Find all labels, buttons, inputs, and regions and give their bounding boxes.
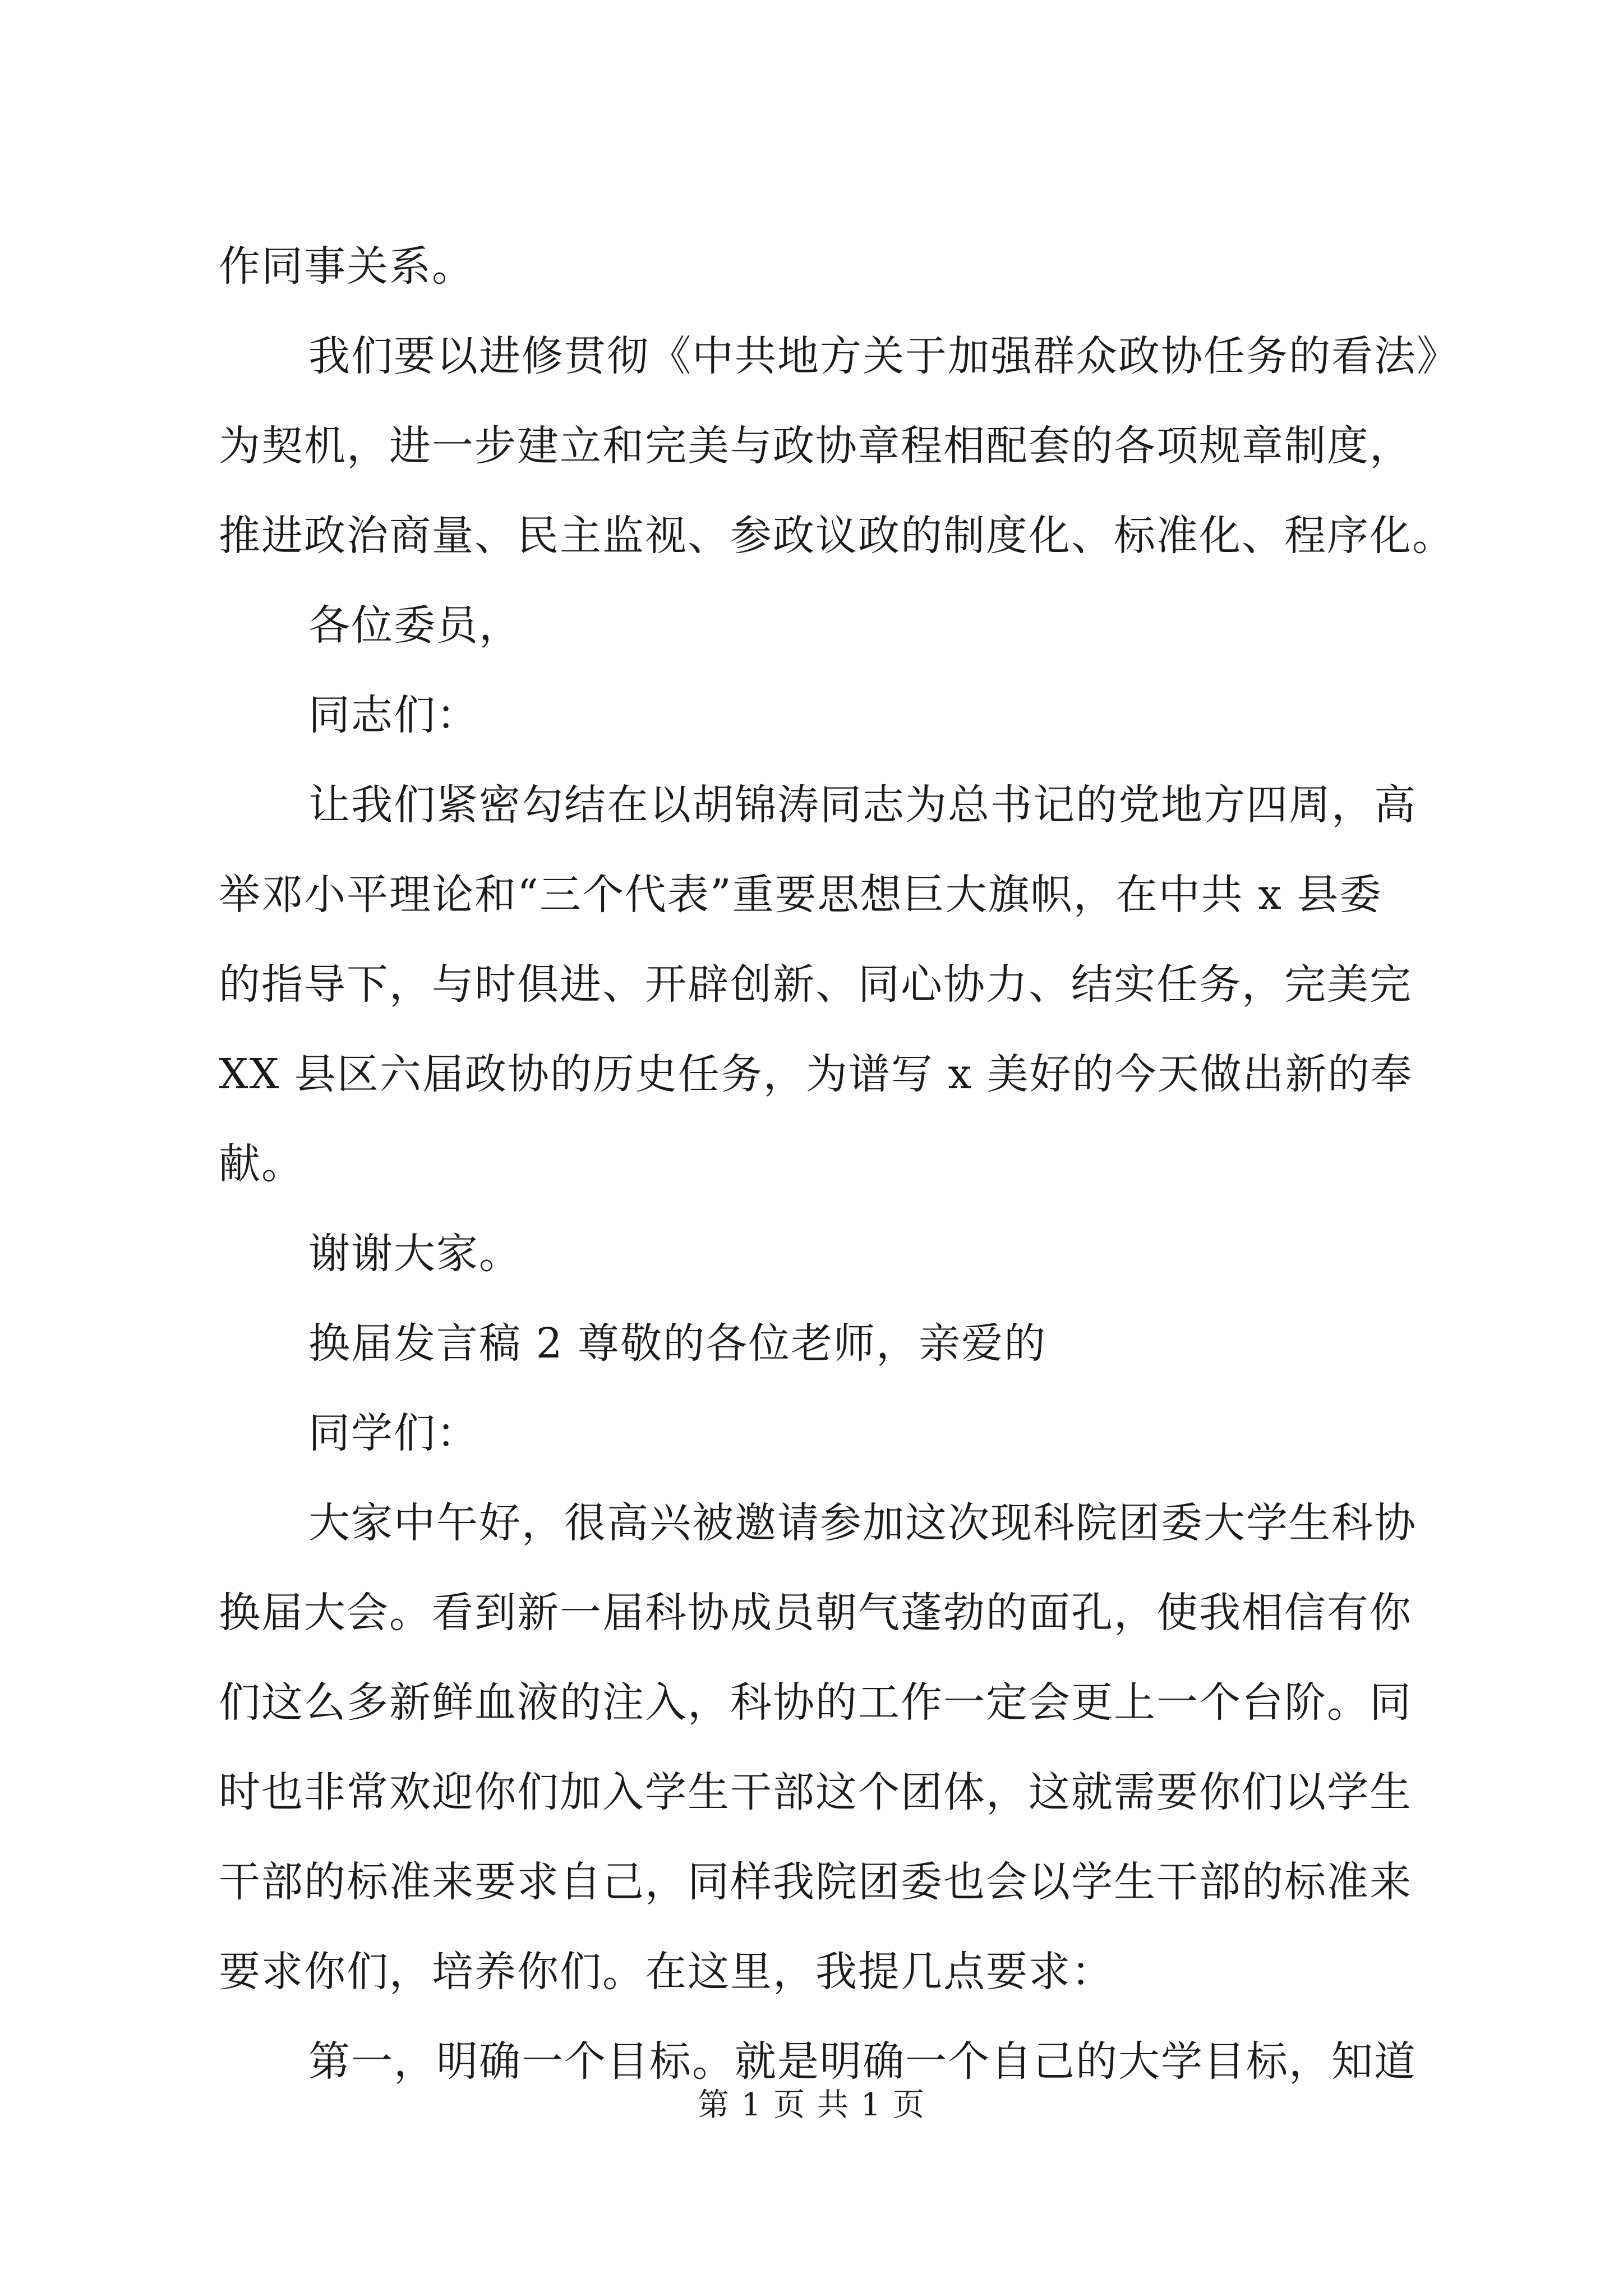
text-line: 时也非常欢迎你们加入学生干部这个团体，这就需要你们以学生 [219, 1768, 1412, 1816]
page-footer: 第 1 页 共 1 页 [697, 2087, 926, 2123]
text-line: 让我们紧密勾结在以胡锦涛同志为总书记的党地方四周，高 [308, 781, 1417, 829]
text-line: 们这么多新鲜血液的注入，科协的工作一定会更上一个台阶。同 [219, 1678, 1412, 1727]
text-line: 干部的标准来要求自己，同样我院团委也会以学生干部的标准来 [219, 1858, 1412, 1906]
text-line: 为契机，进一步建立和完美与政协章程相配套的各项规章制度， [219, 422, 1412, 470]
text-line: 各位委员， [308, 601, 522, 650]
text-line: 献。 [219, 1140, 304, 1188]
text-line: 换届大会。看到新一届科协成员朝气蓬勃的面孔，使我相信有你 [219, 1589, 1412, 1637]
text-line: 要求你们，培养你们。在这里，我提几点要求： [219, 1948, 1114, 1996]
text-line: 的指导下，与时俱进、开辟创新、同心协力、结实任务，完美完 [219, 960, 1412, 1009]
text-line: XX 县区六届政协的历史任务，为谱写 x 美好的今天做出新的奉 [219, 1050, 1413, 1098]
text-line: 大家中午好，很高兴被邀请参加这次现科院团委大学生科协 [308, 1499, 1417, 1547]
text-line: 同学们： [308, 1409, 479, 1457]
text-line: 推进政治商量、民主监视、参政议政的制度化、标准化、程序化。 [219, 512, 1455, 560]
text-line: 作同事关系。 [219, 242, 474, 291]
text-line: 换届发言稿 2 尊敬的各位老师，亲爱的 [308, 1319, 1047, 1368]
text-line: 同志们： [308, 691, 479, 739]
text-line: 第一，明确一个目标。就是明确一个自己的大学目标，知道 [308, 2037, 1417, 2086]
text-line: 我们要以进修贯彻《中共地方关于加强群众政协任务的看法》 [308, 332, 1459, 380]
text-line: 举邓小平理论和“三个代表”重要思想巨大旗帜，在中共 x 县委 [219, 871, 1382, 919]
text-line: 谢谢大家。 [308, 1230, 522, 1278]
